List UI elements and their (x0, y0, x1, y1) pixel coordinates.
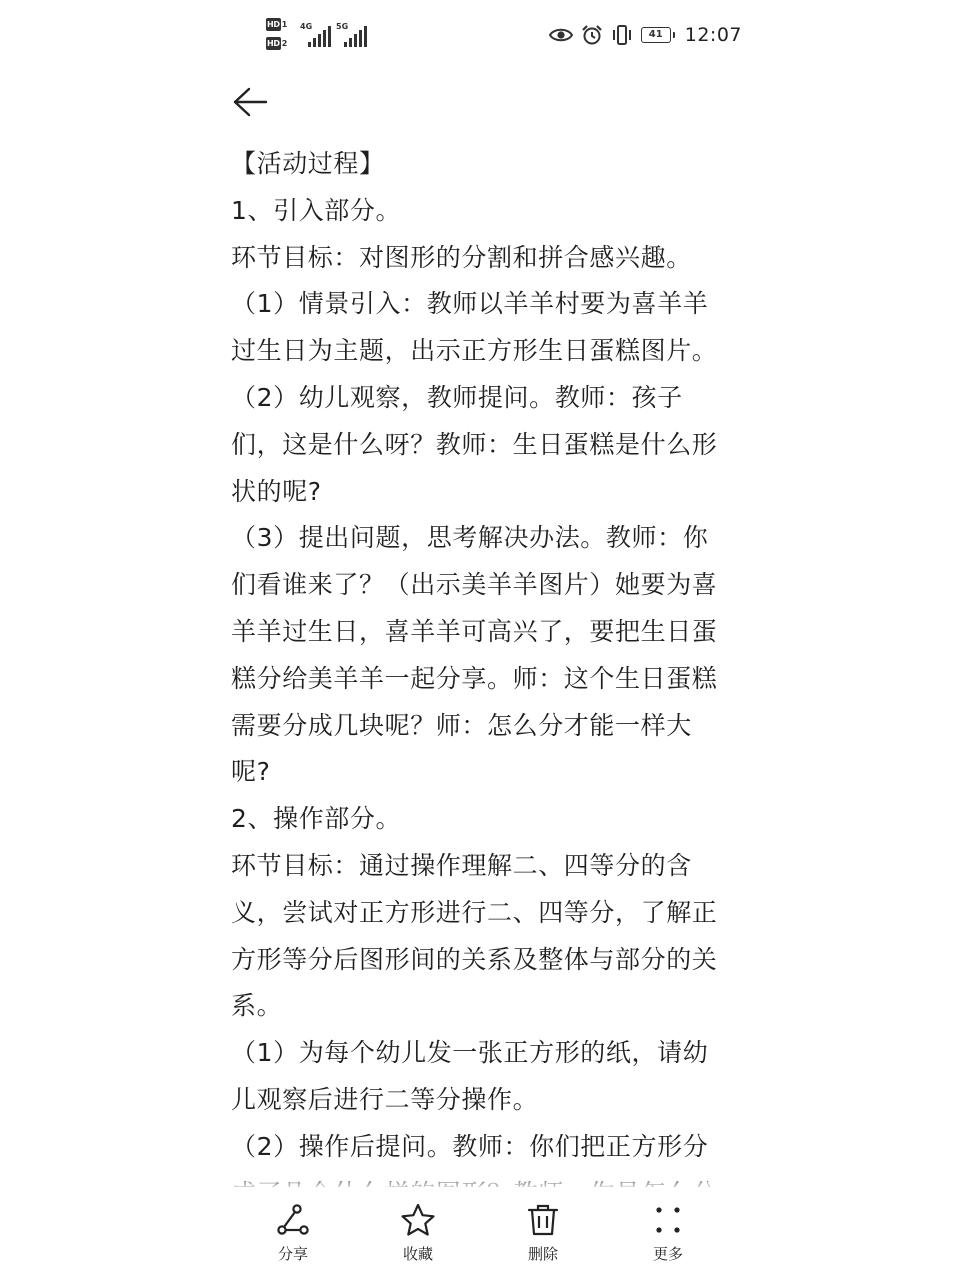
content-paragraph: （2）操作后提问。教师：你们把正方形分 (231, 1131, 709, 1161)
bottom-action-bar (0, 1187, 960, 1280)
share-icon (276, 1203, 310, 1237)
hd-label: HD (267, 39, 280, 48)
alarm-icon (581, 24, 603, 46)
star-icon (400, 1203, 436, 1237)
content-paragraph: 环节目标：通过操作理解二、四等分的含义，尝试对正方形进行二、四等分，了解正方形等分后图形间的关系及整体与部分的关系。 (231, 850, 718, 1021)
hd-label: HD (267, 20, 280, 29)
content-paragraph: 1、引入部分。 (231, 195, 402, 225)
status-bar (0, 0, 960, 70)
content-heading: 【活动过程】 (231, 149, 385, 178)
content-paragraph: （2）幼儿观察，教师提问。教师：孩子们，这是什么呀？教师：生日蛋糕是什么形状的呢? (231, 382, 718, 506)
status-clock: 12:07 (684, 24, 742, 46)
status-right-group (549, 18, 742, 52)
arrow-left-icon (232, 87, 268, 117)
content-paragraph: （3）提出问题，思考解决办法。教师：你们看谁来了？（出示美羊羊图片）她要为喜羊羊过生日，喜羊羊可高兴了，要把生日蛋糕分给美羊羊一起分享。师：这个生日蛋糕需要分成几块呢？师：怎么分才能一样大呢? (231, 523, 718, 787)
sim1-hd-badge (266, 18, 294, 31)
battery-icon: 41 (641, 27, 671, 43)
share-button[interactable] (253, 1203, 333, 1273)
favorite-label: 收藏 (402, 1245, 433, 1263)
sim1-number: 1 (281, 20, 288, 29)
delete-button[interactable] (503, 1203, 583, 1273)
signal-indicators (266, 18, 376, 52)
network-type-label: 5G (336, 22, 349, 31)
network-type-label: 4G (300, 22, 313, 31)
favorite-button[interactable] (378, 1203, 458, 1273)
sim2-signal (336, 22, 370, 46)
content-paragraph: （1）为每个幼儿发一张正方形的纸，请幼儿观察后进行二等分操作。 (231, 1038, 709, 1114)
signal-bars-icon (344, 26, 370, 48)
content-paragraph: 环节目标：对图形的分割和拼合感兴趣。 (231, 242, 692, 272)
back-button[interactable] (228, 82, 272, 122)
eye-icon (549, 27, 573, 43)
sim2-hd-badge (266, 37, 294, 50)
more-dots-icon (651, 1203, 685, 1237)
signal-bars-icon (308, 26, 334, 48)
trash-icon (526, 1203, 560, 1237)
content-paragraph: 2、操作部分。 (231, 804, 402, 834)
note-content[interactable] (231, 141, 725, 1195)
content-paragraph: （1）情景引入：教师以羊羊村要为喜羊羊过生日为主题，出示正方形生日蛋糕图片。 (231, 289, 718, 366)
sim2-number: 2 (281, 39, 288, 48)
vibrate-icon (611, 25, 633, 45)
share-label: 分享 (277, 1245, 308, 1263)
delete-label: 删除 (527, 1245, 558, 1263)
sim1-signal (300, 22, 334, 46)
more-button[interactable] (628, 1203, 708, 1273)
more-label: 更多 (652, 1245, 683, 1263)
